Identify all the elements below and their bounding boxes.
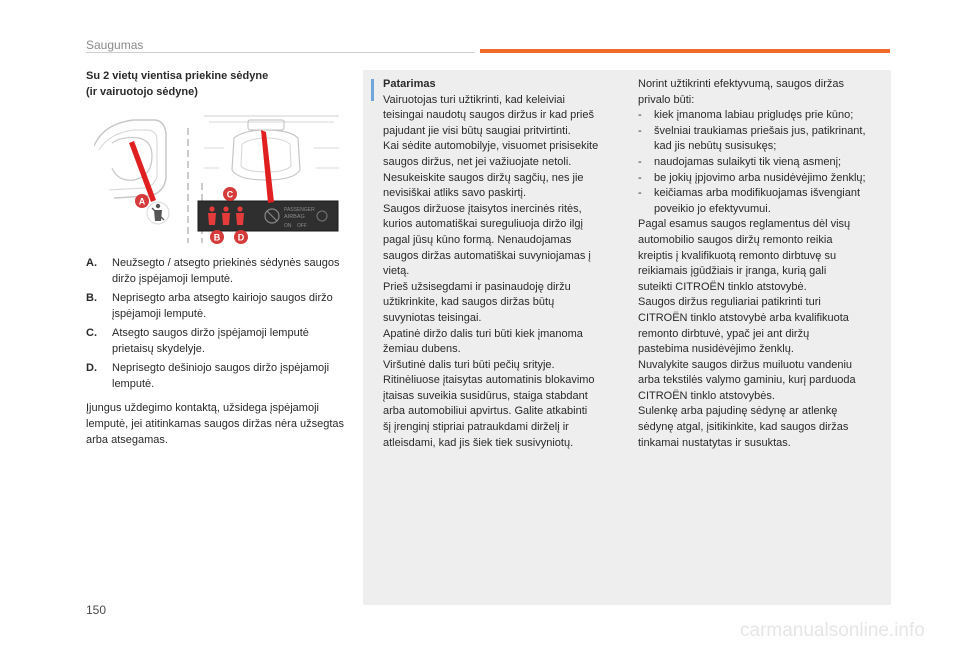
dash-text: naudojamas sulaikyti tik vieną asmenį; xyxy=(654,155,842,168)
legend-letter: B. xyxy=(86,292,97,304)
legend-item xyxy=(86,290,346,322)
callout-label: C xyxy=(226,189,234,200)
section-title-line: (ir vairuotojo sėdyne) xyxy=(86,86,198,98)
advice-line: sėdynę atgal, įsitikinkite, kad saugos diržas xyxy=(638,421,849,434)
callout-label: A xyxy=(138,196,146,207)
advice-line: užtikrinkite, kad saugos diržas būtų xyxy=(383,296,555,309)
advice-line: žemiau dubens. xyxy=(383,343,461,356)
dash-list-item xyxy=(638,108,882,124)
ignition-paragraph: Įjungus uždegimo kontaktą, užsidega įspėjamoji lemputė, jei atitinkamas saugos diržas nėra užsegtas arba atsegamas. xyxy=(86,402,345,446)
dash-marker: - xyxy=(638,171,642,184)
dash-text: keičiamas arba modifikuojamas išvengiant poveikio jo efektyvumui. xyxy=(654,187,861,215)
header-section-label: Saugumas xyxy=(86,38,144,52)
advice-intro-line: Norint užtikrinti efektyvumą, saugos diržas xyxy=(638,78,845,90)
dash-marker: - xyxy=(638,187,642,200)
legend-item xyxy=(86,325,346,357)
legend-letter: C. xyxy=(86,327,97,339)
section-title xyxy=(86,68,346,100)
legend-text: Atsegto saugos diržo įspėjamoji lemputė prietaisų skydelyje. xyxy=(112,327,309,355)
advice-column-left xyxy=(383,77,623,451)
advice-line: Nesukeiskite saugos diržų sagčių, nes jie xyxy=(383,171,584,184)
advice-line: pastebima nusidėvėjimo ženklų. xyxy=(638,343,794,356)
callout-label: B xyxy=(213,232,221,243)
advice-line: CITROËN tinklo atstovybės. xyxy=(638,389,775,402)
legend-text: Neprisegto arba atsegto kairiojo saugos diržo įspėjamoji lemputė. xyxy=(112,292,333,320)
advice-line: reikiamais įgūdžiais ir įranga, kurią gali xyxy=(638,265,827,278)
advice-line: Saugos diržuose įtaisytos inercinės ritės, xyxy=(383,202,582,215)
advice-intro-line: privalo būti: xyxy=(638,93,695,106)
advice-line: arba tekstilės valymo gaminiu, kurį parduoda xyxy=(638,374,856,387)
advice-line: kreiptis į kvalifikuotą remonto dirbtuvę su xyxy=(638,249,837,262)
panel-label: ON xyxy=(284,223,292,229)
panel-label: OFF xyxy=(297,223,307,229)
dash-list-item xyxy=(638,171,882,187)
advice-line: Prieš užsisegdami ir pasinaudoję diržu xyxy=(383,280,571,293)
dashboard-illustration xyxy=(94,108,344,248)
panel-label: AIRBAG xyxy=(284,214,305,220)
advice-line: Nuvalykite saugos diržus muiluotu vandeniu xyxy=(638,358,853,371)
advice-line: teisingai naudotų saugos diržus ir kad prieš xyxy=(383,109,594,122)
advice-line: CITROËN tinklo atstovybė arba kvalifikuota xyxy=(638,311,849,324)
advice-line: suteikti CITROËN tinklo atstovybė. xyxy=(638,280,807,293)
advice-line: remonto dirbtuvė, ypač jei ant diržų xyxy=(638,327,810,340)
watermark: carmanualsonline.info xyxy=(740,620,925,641)
advice-line: kurios automatiškai sureguliuoja diržo ilgį xyxy=(383,218,583,231)
dash-text: be jokių įpjovimo arba nusidėvėjimo ženklų; xyxy=(654,171,866,184)
advice-line: atleisdami, kad jis šiek tiek susivyniotų. xyxy=(383,436,574,449)
advice-line: pagal jūsų kūno formą. Nenaudojamas xyxy=(383,233,572,246)
legend-text: Neprisegto dešiniojo saugos diržo įspėjamoji lemputė. xyxy=(112,362,330,390)
advice-line: Vairuotojas turi užtikrinti, kad keleiviai xyxy=(383,93,565,106)
advice-line: Sulenkę arba pajudinę sėdynę ar atlenkę xyxy=(638,405,838,418)
section-title-line: Su 2 vietų vientisa priekine sėdyne xyxy=(86,70,269,82)
advice-line: įtaisas suveikia susidūrus, staiga stabdant xyxy=(383,389,588,402)
legend-letter: D. xyxy=(86,362,97,374)
dash-marker: - xyxy=(638,124,642,137)
panel-label: PASSENGER xyxy=(284,207,315,213)
dash-text: kiek įmanoma labiau prigludęs prie kūno; xyxy=(654,109,854,122)
advice-line: Pagal esamus saugos reglamentus dėl visų xyxy=(638,218,851,231)
advice-dash-list xyxy=(638,108,882,217)
header-rule xyxy=(86,52,475,53)
advice-line: arba automobiliui apvirtus. Galite atkabinti xyxy=(383,405,588,418)
callout-label: D xyxy=(237,232,245,243)
advice-title: Patarimas xyxy=(383,78,436,90)
advice-line: vietą. xyxy=(383,265,410,278)
advice-line: suvyniotas teisingai. xyxy=(383,311,482,324)
advice-line: Ritinėliuose įtaisytas automatinis blokavimo xyxy=(383,374,595,387)
dash-list-item xyxy=(638,186,882,217)
arrow-icon xyxy=(261,130,274,203)
legend-item xyxy=(86,255,346,287)
dash-list-item xyxy=(638,124,882,155)
advice-line: Apatinė diržo dalis turi būti kiek įmanoma xyxy=(383,327,583,340)
advice-line: Viršutinė dalis turi būti pečių srityje. xyxy=(383,358,555,371)
advice-line: tinkamai nustatytas ir susuktas. xyxy=(638,436,791,449)
advice-line: saugos diržus, net jei važiuojate netoli. xyxy=(383,155,572,168)
legend-item xyxy=(86,360,346,392)
advice-line: šį įrenginį stipriai patraukdami dirželį ir xyxy=(383,421,569,434)
illustration-svg xyxy=(94,108,344,248)
dash-marker: - xyxy=(638,109,642,122)
advice-line: saugos diržas automatiškai suvyniojamas į xyxy=(383,249,591,262)
dash-text: švelniai traukiamas priešais jus, patikrinant, kad jis nebūtų susisukęs; xyxy=(654,124,866,153)
advice-right-lines xyxy=(638,217,882,451)
dash-marker: - xyxy=(638,155,642,168)
legend-text: Neužsegto / atsegto priekinės sėdynės saugos diržo įspėjamoji lemputė. xyxy=(112,257,340,285)
advice-line: automobilio saugos diržų remonto reikia xyxy=(638,233,833,246)
advice-line: nevisiškai atliks savo paskirtį. xyxy=(383,187,527,200)
legend-letter: A. xyxy=(86,257,97,269)
page-number: 150 xyxy=(86,603,107,617)
advice-marker xyxy=(371,79,374,101)
advice-line: pajudant jie visi būtų saugiai pritvirtinti. xyxy=(383,124,571,137)
advice-line: Kai sėdite automobilyje, visuomet prisisekite xyxy=(383,140,599,153)
legend-list xyxy=(86,255,346,395)
dash-list-item xyxy=(638,155,882,171)
advice-line: Saugos diržus reguliariai patikrinti turi xyxy=(638,296,821,309)
header-accent-bar xyxy=(480,49,890,53)
advice-lines xyxy=(383,93,623,452)
advice-column-right xyxy=(638,77,882,451)
